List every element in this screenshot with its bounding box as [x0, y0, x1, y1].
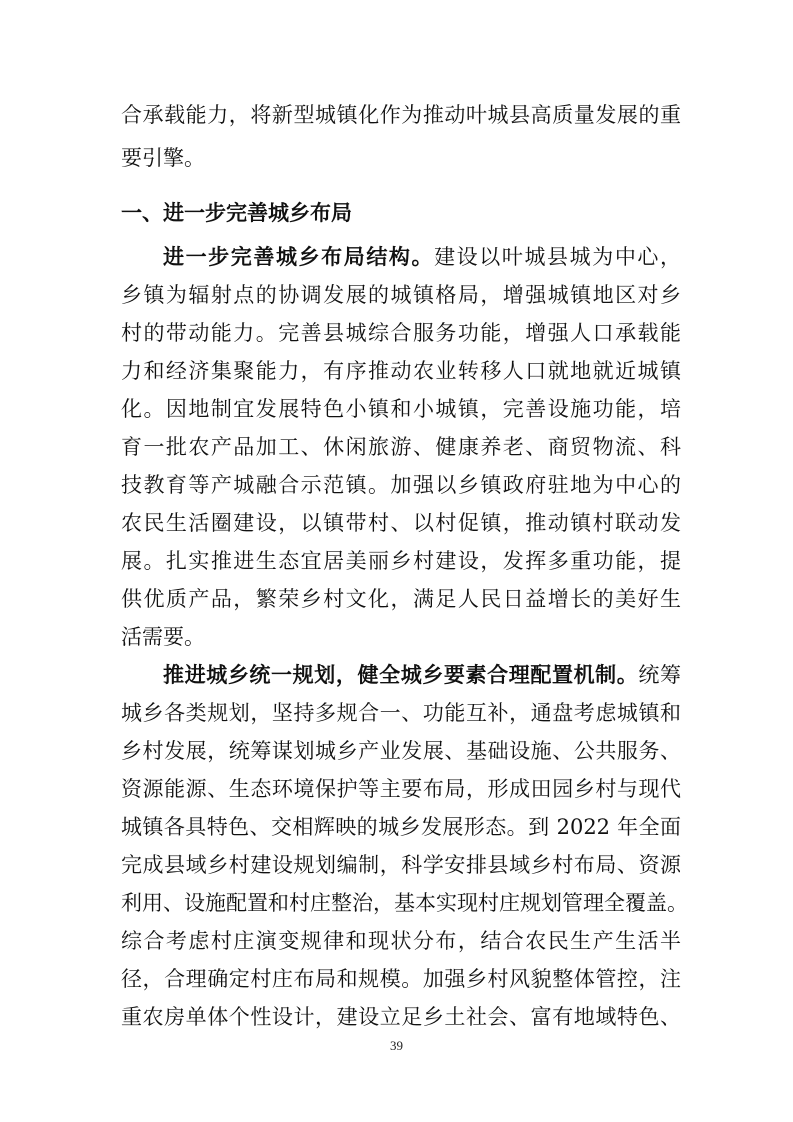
paragraph-first-line: [163, 660, 681, 690]
body-text-line: 育一批农产品加工、休闲旅游、健康养老、商贸物流、科: [121, 435, 681, 459]
body-text-line: 农民生活圈建设，以镇带村、以村促镇，推动镇村联动发: [121, 511, 681, 535]
body-text-line: 利用、设施配置和村庄整治，基本实现村庄规划管理全覆盖。: [121, 891, 688, 915]
body-text-line: 展。扎实推进生态宜居美丽乡村建设，发挥多重功能，提: [121, 549, 681, 573]
body-text-line: 力和经济集聚能力，有序推动农业转移人口就地就近城镇: [121, 359, 681, 383]
body-text-line: 综合考虑村庄演变规律和现状分布，结合农民生产生活半: [121, 929, 681, 953]
paragraph-first-line: [163, 242, 681, 272]
body-text-line: 重农房单体个性设计，建设立足乡土社会、富有地域特色、: [121, 1005, 681, 1029]
body-text-line: 村的带动能力。完善县城综合服务功能，增强人口承载能: [121, 321, 681, 345]
body-text-line: 城镇各具特色、交相辉映的城乡发展形态。到 2022 年全面: [121, 815, 681, 839]
body-text-line: 径，合理确定村庄布局和规模。加强乡村风貌整体管控，注: [121, 967, 681, 991]
body-text-line: 乡村发展，统筹谋划城乡产业发展、基础设施、公共服务、: [121, 739, 681, 763]
body-text-line: 合承载能力，将新型城镇化作为推动叶城县高质量发展的重: [121, 103, 681, 127]
body-text-line: 城乡各类规划，坚持多规合一、功能互补，通盘考虑城镇和: [121, 701, 681, 725]
body-text-line: 技教育等产城融合示范镇。加强以乡镇政府驻地为中心的: [121, 473, 681, 497]
body-text-line: 活需要。: [121, 625, 205, 649]
paragraph-text: 建设以叶城县城为中心，: [434, 245, 682, 269]
body-text-line: 化。因地制宜发展特色小镇和小城镇，完善设施功能，培: [121, 397, 681, 421]
paragraph-text: 统筹: [638, 663, 681, 687]
body-text-line: 供优质产品，繁荣乡村文化，满足人民日益增长的美好生: [121, 587, 681, 611]
page-number: 39: [390, 1038, 403, 1053]
body-text-line: 完成县域乡村建设规划编制，科学安排县域乡村布局、资源: [121, 853, 681, 877]
paragraph-lead-bold: 推进城乡统一规划，健全城乡要素合理配置机制。: [163, 663, 639, 687]
section-heading: 一、进一步完善城乡布局: [121, 201, 352, 225]
paragraph-lead-bold: 进一步完善城乡布局结构。: [163, 245, 435, 269]
body-text-line: 乡镇为辐射点的协调发展的城镇格局，增强城镇地区对乡: [121, 283, 681, 307]
body-text-line: 资源能源、生态环境保护等主要布局，形成田园乡村与现代: [121, 777, 681, 801]
body-text-line: 要引擎。: [121, 146, 205, 170]
